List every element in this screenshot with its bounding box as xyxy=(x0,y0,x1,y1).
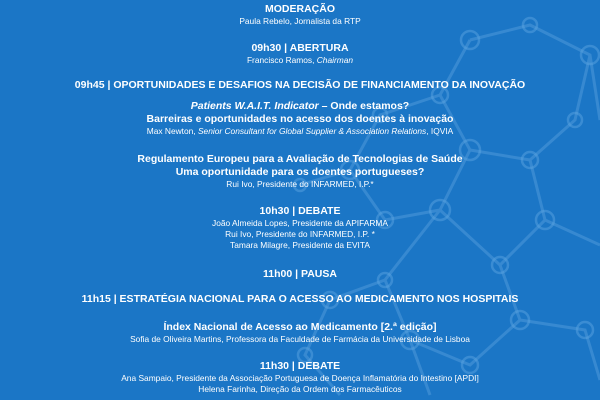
opening-title: 09h30 | ABERTURA xyxy=(251,42,349,54)
debate1-participant: Tamara Milagre, Presidente da EVITA xyxy=(230,240,370,250)
talk1-speaker-role: Senior Consultant for Global Supplier & Association Relations xyxy=(197,126,427,136)
talk1-title-italic: Patients W.A.I.T. Indicator xyxy=(190,100,319,112)
debate2-participant: Ana Sampaio, Presidente da Associação Portuguesa de Doença Inflamatória do Intestino [APDI] xyxy=(121,373,479,383)
talk1-speaker-name: Max Newton, xyxy=(146,126,198,136)
moderation-text: Paula Rebelo, Jornalista da RTP xyxy=(239,16,361,26)
section2-block xyxy=(0,293,600,306)
talk1-title xyxy=(0,100,600,113)
moderation-title: MODERAÇÃO xyxy=(265,3,335,15)
debate1-participant: João Almeida Lopes, Presidente da APIFARMA xyxy=(212,218,388,228)
talk2-speaker: Rui Ivo, Presidente do INFARMED, I.P.* xyxy=(226,179,374,189)
opening-speaker xyxy=(0,55,600,66)
pause-block xyxy=(0,268,600,281)
debate2-participant: Helena Farinha, Direção da Ordem dos Farmacêuticos xyxy=(198,384,402,394)
debate2-block xyxy=(0,360,600,395)
talk1-block xyxy=(0,100,600,137)
moderation-block xyxy=(0,3,600,27)
debate2-title: 11h30 | DEBATE xyxy=(259,360,341,372)
talk1-speaker xyxy=(0,126,600,137)
opening-speaker-role: Chairman xyxy=(316,55,354,65)
section2-title: 11h15 | ESTRATÉGIA NACIONAL PARA O ACESSO AO MEDICAMENTO NOS HOSPITAIS xyxy=(81,293,519,305)
opening-block xyxy=(0,42,600,66)
talk2-title: Regulamento Europeu para a Avaliação de Tecnologias de Saúde xyxy=(137,153,463,165)
talk3-title: Índex Nacional de Acesso ao Medicamento [2.ª edição] xyxy=(163,321,437,333)
debate1-block xyxy=(0,205,600,251)
talk2-subtitle: Uma oportunidade para os doentes portugueses? xyxy=(175,166,425,178)
talk1-title-rest: – Onde estamos? xyxy=(318,100,410,112)
talk3-speaker: Sofia de Oliveira Martins, Professora da Faculdade de Farmácia da Universidade de Lisboa xyxy=(130,334,470,344)
pause-title: 11h00 | PAUSA xyxy=(263,268,337,280)
opening-speaker-name: Francisco Ramos, xyxy=(246,55,317,65)
talk1-speaker-org: , IQVIA xyxy=(426,126,454,136)
talk3-block xyxy=(0,321,600,345)
section1-title: 09h45 | OPORTUNIDADES E DESAFIOS NA DECISÃO DE FINANCIAMENTO DA INOVAÇÃO xyxy=(74,79,526,91)
section1-block xyxy=(0,79,600,92)
debate1-title: 10h30 | DEBATE xyxy=(259,205,341,217)
debate1-participant: Rui Ivo, Presidente do INFARMED, I.P. * xyxy=(225,229,375,239)
talk2-block xyxy=(0,153,600,190)
talk1-subtitle: Barreiras e oportunidades no acesso dos doentes à inovação xyxy=(146,113,454,125)
